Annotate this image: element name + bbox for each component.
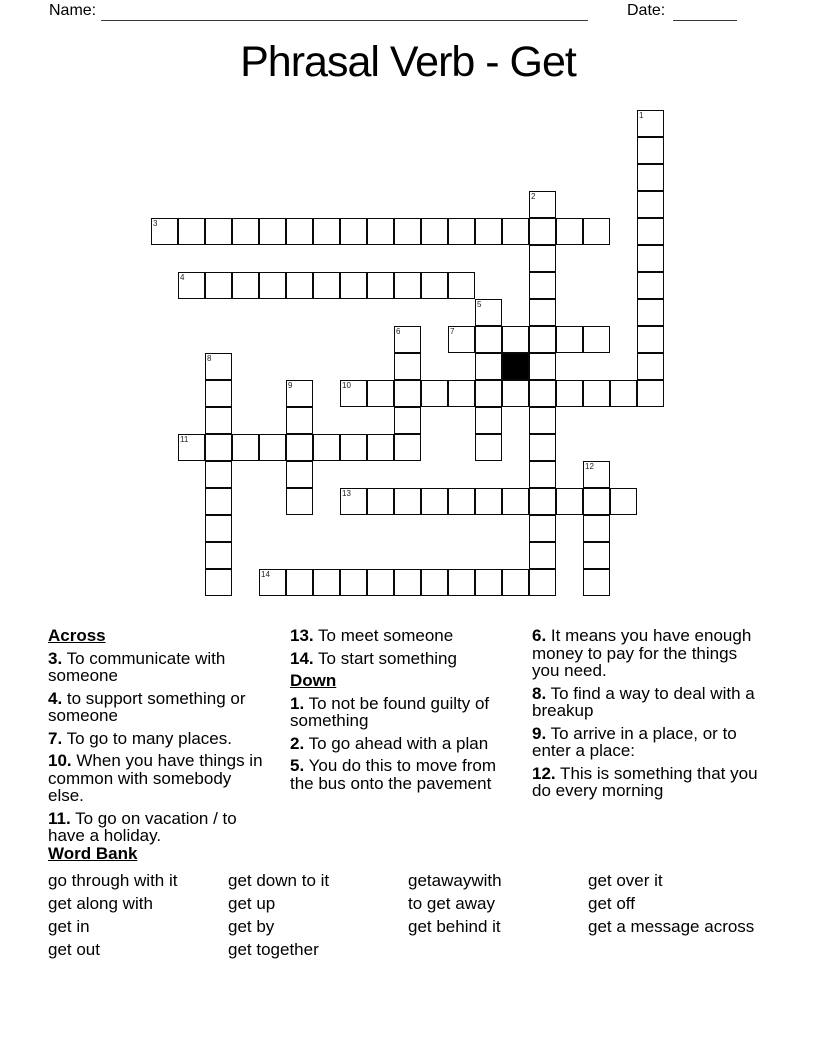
clue-text: When you have things in common with somebody else.: [48, 751, 263, 805]
grid-cell[interactable]: [637, 272, 664, 299]
clue-item: [290, 735, 505, 753]
clue-text: It means you have enough money to pay for the things you need.: [532, 626, 752, 680]
grid-cell[interactable]: [286, 218, 313, 245]
grid-clue-number: 11: [180, 435, 189, 444]
grid-cell[interactable]: [205, 434, 232, 461]
grid-cell[interactable]: [502, 326, 529, 353]
clues-heading-across: Across: [48, 626, 106, 645]
clue-item: [290, 627, 505, 645]
grid-cell[interactable]: [259, 434, 286, 461]
grid-cell[interactable]: [529, 488, 556, 515]
grid-cell[interactable]: [529, 380, 556, 407]
clue-number: 10.: [48, 751, 72, 770]
grid-cell[interactable]: [313, 434, 340, 461]
clue-item: [48, 752, 270, 805]
grid-cell[interactable]: [529, 515, 556, 542]
grid-cell[interactable]: [421, 488, 448, 515]
grid-cell[interactable]: [448, 380, 475, 407]
clue-text: To meet someone: [313, 626, 454, 645]
grid-cell[interactable]: [178, 218, 205, 245]
clue-text: To go to many places.: [62, 728, 232, 748]
clue-item: [290, 695, 505, 730]
word-bank-item: get by: [228, 917, 275, 936]
grid-cell[interactable]: [340, 218, 367, 245]
word-bank-column: [408, 869, 502, 938]
grid-cell[interactable]: [313, 569, 340, 596]
word-bank-item: get a message across: [588, 917, 755, 936]
grid-cell[interactable]: [232, 218, 259, 245]
clue-number: 1.: [290, 693, 305, 713]
grid-cell[interactable]: [556, 218, 583, 245]
grid-cell[interactable]: [205, 407, 232, 434]
clue-item: [48, 810, 270, 845]
grid-cell[interactable]: [529, 326, 556, 353]
clue-item: [532, 627, 760, 680]
grid-cell[interactable]: [367, 488, 394, 515]
grid-cell[interactable]: [178, 272, 205, 299]
word-bank-item: get off: [588, 894, 635, 913]
grid-cell[interactable]: [340, 569, 367, 596]
grid-cell[interactable]: [583, 569, 610, 596]
grid-cell[interactable]: [610, 380, 637, 407]
grid-clue-number: 14: [261, 570, 270, 579]
grid-cell[interactable]: [205, 272, 232, 299]
grid-cell[interactable]: [637, 299, 664, 326]
grid-clue-number: 7: [450, 327, 455, 336]
grid-cell[interactable]: [475, 434, 502, 461]
grid-cell[interactable]: [502, 218, 529, 245]
grid-cell[interactable]: [502, 569, 529, 596]
grid-cell[interactable]: [205, 218, 232, 245]
grid-cell[interactable]: [637, 191, 664, 218]
grid-cell[interactable]: [556, 326, 583, 353]
grid-clue-number: 12: [585, 462, 594, 471]
grid-cell[interactable]: [340, 488, 367, 515]
grid-cell[interactable]: [394, 353, 421, 380]
clues-column-down: [532, 627, 760, 805]
grid-clue-number: 8: [207, 354, 212, 363]
grid-cell[interactable]: [475, 299, 502, 326]
grid-cell[interactable]: [259, 218, 286, 245]
clue-number: 7.: [48, 728, 63, 748]
clues-heading-down: Down: [290, 671, 337, 690]
grid-cell[interactable]: [529, 245, 556, 272]
grid-cell[interactable]: [178, 434, 205, 461]
grid-cell[interactable]: [637, 110, 664, 137]
grid-cell[interactable]: [367, 434, 394, 461]
grid-cell[interactable]: [394, 407, 421, 434]
grid-cell[interactable]: [583, 542, 610, 569]
grid-cell[interactable]: [475, 488, 502, 515]
date-input-line[interactable]: [673, 2, 737, 21]
clues-column-middle: [290, 627, 505, 797]
grid-cell[interactable]: [637, 353, 664, 380]
word-bank: [48, 844, 788, 959]
grid-cell[interactable]: [421, 272, 448, 299]
clue-number: 11.: [48, 808, 71, 828]
clue-text: To communicate with someone: [48, 648, 226, 685]
word-bank-item: get together: [228, 940, 319, 959]
clue-item: [48, 690, 270, 725]
grid-cell[interactable]: [448, 488, 475, 515]
grid-cell[interactable]: [286, 380, 313, 407]
grid-cell[interactable]: [637, 137, 664, 164]
clue-number: 4.: [48, 688, 63, 708]
clue-number: 14.: [290, 648, 314, 668]
grid-cell[interactable]: [502, 488, 529, 515]
grid-clue-number: 9: [288, 381, 293, 390]
grid-cell[interactable]: [367, 218, 394, 245]
grid-cell[interactable]: [286, 488, 313, 515]
word-bank-item: get up: [228, 894, 276, 913]
clue-text: This is something that you do every morning: [532, 763, 758, 800]
word-bank-item: get down to it: [228, 871, 330, 890]
clues-column-across: [48, 627, 270, 850]
grid-cell[interactable]: [610, 488, 637, 515]
grid-cell[interactable]: [637, 245, 664, 272]
clue-number: 5.: [290, 756, 305, 775]
grid-cell[interactable]: [394, 434, 421, 461]
grid-cell[interactable]: [313, 272, 340, 299]
word-bank-item: get out: [48, 940, 100, 959]
grid-cell[interactable]: [529, 191, 556, 218]
clue-item: [532, 685, 760, 720]
grid-cell[interactable]: [529, 353, 556, 380]
grid-cell[interactable]: [205, 515, 232, 542]
grid-cell[interactable]: [286, 434, 313, 461]
clue-number: 6.: [532, 626, 547, 645]
grid-clue-number: 13: [342, 489, 351, 498]
clue-text: You do this to move from the bus onto the pavement: [290, 756, 497, 793]
grid-cell[interactable]: [367, 272, 394, 299]
grid-cell[interactable]: [232, 272, 259, 299]
grid-cell[interactable]: [259, 272, 286, 299]
grid-cell-black: [502, 353, 529, 380]
clue-text: To start something: [313, 648, 457, 668]
grid-cell[interactable]: [475, 353, 502, 380]
clue-text: To not be found guilty of something: [290, 693, 490, 730]
word-bank-item: to get away: [408, 894, 495, 913]
date-label: Date:: [627, 2, 666, 19]
grid-cell[interactable]: [394, 380, 421, 407]
grid-cell[interactable]: [313, 218, 340, 245]
word-bank-item: get along with: [48, 894, 153, 913]
grid-cell[interactable]: [583, 461, 610, 488]
name-input-line[interactable]: [101, 2, 588, 21]
clue-number: 13.: [290, 626, 314, 645]
grid-cell[interactable]: [394, 569, 421, 596]
grid-cell[interactable]: [394, 326, 421, 353]
word-bank-item: get behind it: [408, 917, 501, 936]
grid-cell[interactable]: [421, 380, 448, 407]
clue-item: [48, 650, 270, 685]
grid-cell[interactable]: [529, 407, 556, 434]
clue-text: To go on vacation / to have a holiday.: [48, 808, 237, 845]
grid-cell[interactable]: [205, 380, 232, 407]
grid-cell[interactable]: [637, 218, 664, 245]
grid-cell[interactable]: [475, 569, 502, 596]
grid-cell[interactable]: [583, 218, 610, 245]
grid-cell[interactable]: [529, 461, 556, 488]
name-label: Name:: [49, 2, 97, 19]
word-bank-item: get over it: [588, 871, 663, 890]
grid-cell[interactable]: [232, 434, 259, 461]
grid-cell[interactable]: [421, 218, 448, 245]
grid-cell[interactable]: [583, 380, 610, 407]
grid-cell[interactable]: [205, 542, 232, 569]
grid-cell[interactable]: [340, 434, 367, 461]
grid-cell[interactable]: [286, 272, 313, 299]
word-bank-item: go through with it: [48, 871, 178, 890]
word-bank-item: get in: [48, 917, 90, 936]
grid-cell[interactable]: [286, 461, 313, 488]
grid-cell[interactable]: [583, 488, 610, 515]
clue-number: 9.: [532, 723, 547, 743]
grid-cell[interactable]: [394, 272, 421, 299]
grid-clue-number: 2: [531, 192, 536, 201]
clue-item: [290, 650, 505, 668]
grid-cell[interactable]: [205, 488, 232, 515]
grid-cell[interactable]: [205, 353, 232, 380]
word-bank-column: [48, 869, 177, 961]
clue-text: to support something or someone: [48, 688, 246, 725]
grid-cell[interactable]: [637, 164, 664, 191]
grid-clue-number: 1: [639, 111, 644, 120]
grid-cell[interactable]: [529, 434, 556, 461]
grid-cell[interactable]: [340, 380, 367, 407]
clue-number: 8.: [532, 683, 547, 703]
grid-cell[interactable]: [529, 569, 556, 596]
clue-number: 2.: [290, 733, 305, 753]
grid-cell[interactable]: [367, 569, 394, 596]
grid-cell[interactable]: [205, 461, 232, 488]
grid-cell[interactable]: [475, 326, 502, 353]
grid-cell[interactable]: [529, 542, 556, 569]
grid-cell[interactable]: [475, 380, 502, 407]
grid-cell[interactable]: [259, 569, 286, 596]
grid-cell[interactable]: [502, 380, 529, 407]
word-bank-item: getawaywith: [408, 871, 502, 890]
grid-clue-number: 4: [180, 273, 185, 282]
word-bank-column: [588, 869, 754, 938]
clue-text: To go ahead with a plan: [304, 733, 489, 753]
grid-cell[interactable]: [151, 218, 178, 245]
grid-cell[interactable]: [583, 326, 610, 353]
grid-cell[interactable]: [394, 488, 421, 515]
grid-cell[interactable]: [394, 218, 421, 245]
grid-clue-number: 6: [396, 327, 401, 336]
clue-item: [290, 757, 505, 792]
grid-cell[interactable]: [205, 569, 232, 596]
grid-cell[interactable]: [529, 218, 556, 245]
word-bank-column: [228, 869, 329, 961]
clue-text: To arrive in a place, or to enter a place:: [532, 723, 737, 760]
clue-number: 3.: [48, 648, 63, 668]
grid-cell[interactable]: [556, 380, 583, 407]
grid-cell[interactable]: [367, 380, 394, 407]
grid-cell[interactable]: [637, 326, 664, 353]
grid-cell[interactable]: [556, 488, 583, 515]
grid-cell[interactable]: [421, 569, 448, 596]
word-bank-heading: Word Bank: [48, 844, 138, 863]
grid-cell[interactable]: [448, 272, 475, 299]
grid-clue-number: 10: [342, 381, 351, 390]
page-title: Phrasal Verb - Get: [240, 38, 576, 86]
grid-cell[interactable]: [286, 407, 313, 434]
grid-cell[interactable]: [340, 272, 367, 299]
grid-cell[interactable]: [475, 218, 502, 245]
grid-cell[interactable]: [448, 569, 475, 596]
grid-clue-number: 5: [477, 300, 482, 309]
crossword-grid: [151, 110, 664, 596]
grid-cell[interactable]: [637, 380, 664, 407]
grid-cell[interactable]: [583, 515, 610, 542]
grid-cell[interactable]: [475, 407, 502, 434]
clue-item: [532, 765, 760, 800]
grid-cell[interactable]: [529, 272, 556, 299]
clue-item: [48, 730, 270, 748]
grid-cell[interactable]: [448, 218, 475, 245]
clue-item: [532, 725, 760, 760]
grid-cell[interactable]: [529, 299, 556, 326]
grid-clue-number: 3: [153, 219, 158, 228]
clue-number: 12.: [532, 763, 556, 783]
clue-text: To find a way to deal with a breakup: [532, 683, 755, 720]
grid-cell[interactable]: [448, 326, 475, 353]
grid-cell[interactable]: [286, 569, 313, 596]
